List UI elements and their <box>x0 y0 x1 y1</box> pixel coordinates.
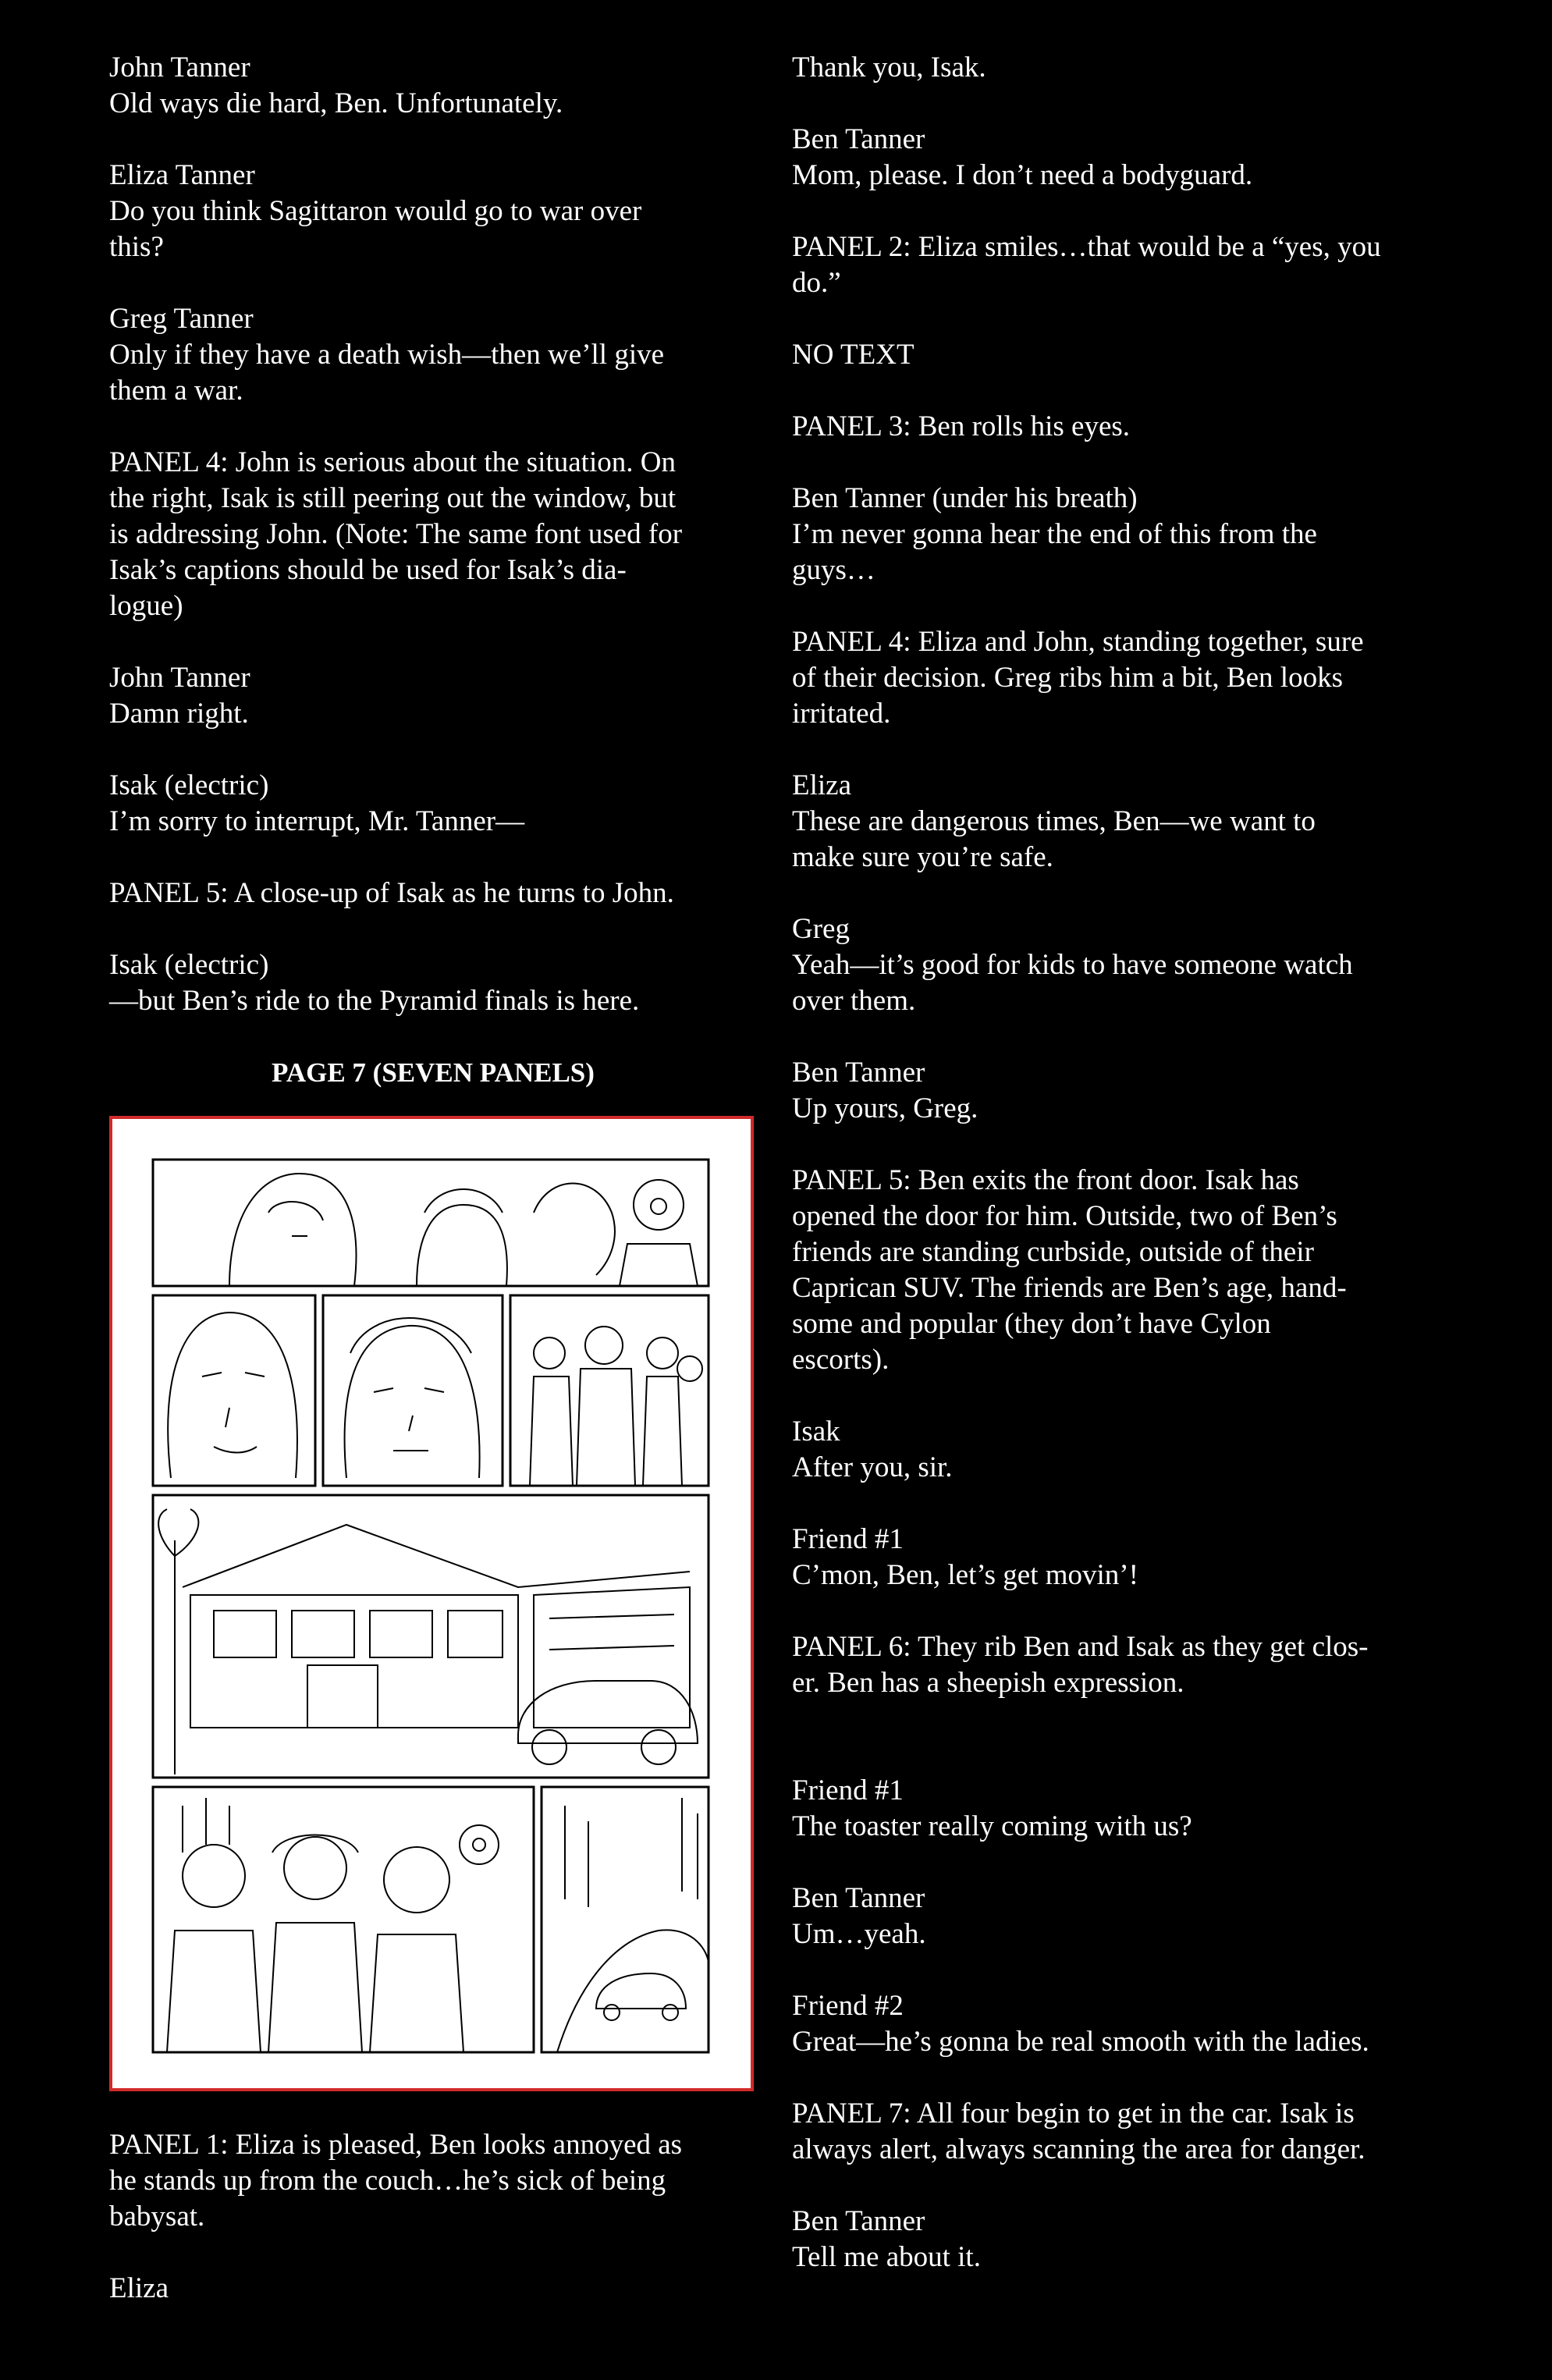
description-line: er. Ben has a sheepish expression. <box>792 1667 1184 1699</box>
panel-description <box>792 2096 1455 2168</box>
road-sketch <box>557 1930 709 2052</box>
dialogue-line: Only if they have a death wish—then we’ll give <box>109 339 665 371</box>
speaker-name: Eliza <box>109 2272 169 2304</box>
speaker-name: Friend #1 <box>792 1774 904 1806</box>
speaker-name: Isak <box>792 1416 840 1448</box>
script-block <box>109 50 757 122</box>
description-line: PANEL 5: Ben exits the front door. Isak has <box>792 1164 1299 1196</box>
description-line: PANEL 7: All four begin to get in the car. Isak is <box>792 2098 1355 2130</box>
dialogue-line: Old ways die hard, Ben. Unfortunately. <box>109 87 563 119</box>
description-line: PANEL 3: Ben rolls his eyes. <box>792 410 1131 442</box>
speaker-name: Isak (electric) <box>109 949 269 981</box>
house-roof-sketch <box>183 1525 690 1587</box>
description-line: opened the door for him. Outside, two of Ben’s <box>792 1200 1337 1232</box>
script-block <box>109 947 757 1019</box>
script-block <box>792 1414 1455 1486</box>
speaker-name: Isak (electric) <box>109 769 269 801</box>
dialogue-line: These are dangerous times, Ben—we want to <box>792 805 1316 837</box>
description-line: is addressing John. (Note: The same font used for <box>109 518 683 550</box>
script-block <box>792 1522 1455 1593</box>
left-column <box>109 50 757 2343</box>
panel-description <box>109 876 757 911</box>
speaker-name: Greg Tanner <box>109 303 254 335</box>
dialogue-line: —but Ben’s ride to the Pyramid finals is here. <box>109 985 640 1017</box>
description-line: PANEL 4: John is serious about the situation. On <box>109 446 676 478</box>
speaker-name: Ben Tanner <box>792 1882 925 1914</box>
figure-woman-sketch <box>229 1174 356 1286</box>
speaker-name: Friend #1 <box>792 1523 904 1555</box>
group-figure-sketch <box>534 1337 565 1369</box>
no-text-label: NO TEXT <box>792 339 915 371</box>
right-column <box>792 50 1455 2311</box>
description-line: PANEL 2: Eliza smiles…that would be a “yes, you <box>792 231 1381 263</box>
speaker-name: John Tanner <box>109 662 250 694</box>
dialogue-line: Mom, please. I don’t need a bodyguard. <box>792 159 1253 191</box>
panel-description <box>792 409 1455 445</box>
description-line: always alert, always scanning the area for danger. <box>792 2133 1366 2165</box>
boy-closeup-sketch <box>345 1326 480 1478</box>
robot-head-sketch <box>634 1180 684 1230</box>
dialogue-line: Up yours, Greg. <box>792 1092 978 1124</box>
script-block <box>792 1881 1455 1952</box>
dialogue-line: The toaster really coming with us? <box>792 1810 1192 1842</box>
panel-description <box>792 1163 1455 1378</box>
description-line: logue) <box>109 590 183 622</box>
panel-frame-7 <box>542 1787 709 2052</box>
description-line: of their decision. Greg ribs him a bit, Ben looks <box>792 662 1343 694</box>
panel-frame-5 <box>153 1495 709 1778</box>
figure-hooded-sketch <box>534 1184 615 1276</box>
dialogue-line: guys… <box>792 554 875 586</box>
panel-description <box>792 624 1455 732</box>
description-line: PANEL 5: A close-up of Isak as he turns to John. <box>109 877 674 909</box>
script-block <box>792 768 1455 876</box>
figure-boy-sketch <box>417 1205 507 1286</box>
panel-description <box>109 2127 757 2235</box>
speaker-name: Greg <box>792 913 850 945</box>
dialogue-line: Yeah—it’s good for kids to have someone watch <box>792 949 1353 981</box>
dialogue-line: this? <box>109 231 164 263</box>
dialogue-line: Damn right. <box>109 698 249 730</box>
script-block <box>792 1055 1455 1127</box>
speaker-name: Ben Tanner (under his breath) <box>792 482 1138 514</box>
description-line: some and popular (they don’t have Cylon <box>792 1308 1271 1340</box>
dialogue-line: After you, sir. <box>792 1451 953 1483</box>
dialogue-line: over them. <box>792 985 916 1017</box>
description-line: PANEL 4: Eliza and John, standing together, sure <box>792 626 1364 658</box>
description-line: he stands up from the couch…he’s sick of being <box>109 2165 666 2197</box>
description-line: do.” <box>792 267 841 299</box>
script-block <box>792 337 1455 373</box>
speaker-name: Ben Tanner <box>792 123 925 155</box>
script-block <box>109 301 757 409</box>
speaker-name: Ben Tanner <box>792 2205 925 2237</box>
distant-car-sketch <box>596 1973 686 2009</box>
speaker-name: Eliza <box>792 769 852 801</box>
script-block <box>109 768 757 840</box>
left-blocks-before-heading <box>109 50 757 1019</box>
script-block <box>792 122 1455 194</box>
speaker-name: John Tanner <box>109 52 250 83</box>
dialogue-line: make sure you’re safe. <box>792 841 1053 873</box>
boy-figure-sketch <box>183 1845 245 1907</box>
script-block <box>792 1773 1455 1845</box>
dialogue-line: Tell me about it. <box>792 2241 981 2273</box>
script-block <box>109 660 757 732</box>
description-line: Caprican SUV. The friends are Ben’s age, hand- <box>792 1272 1347 1304</box>
speaker-name: Eliza Tanner <box>109 159 255 191</box>
script-block <box>792 1988 1455 2060</box>
description-line: friends are standing curbside, outside of their <box>792 1236 1314 1268</box>
dialogue-line: I’m never gonna hear the end of this from the <box>792 518 1317 550</box>
script-block <box>792 481 1455 588</box>
dialogue-line: C’mon, Ben, let’s get movin’! <box>792 1559 1138 1591</box>
panel-frame-6 <box>153 1787 534 2052</box>
description-line: Isak’s captions should be used for Isak’s dia- <box>109 554 627 586</box>
script-block <box>792 2204 1455 2275</box>
comic-page-art <box>109 1116 754 2091</box>
dialogue-line: Thank you, Isak. <box>792 52 986 83</box>
description-line: irritated. <box>792 698 891 730</box>
description-line: babysat. <box>109 2201 205 2233</box>
left-blocks-after-art <box>109 2127 757 2307</box>
comic-page-illustration <box>112 1119 751 2088</box>
dialogue-line: Great—he’s gonna be real smooth with the ladies. <box>792 2026 1369 2058</box>
dialogue-line: Do you think Sagittaron would go to war over <box>109 195 642 227</box>
description-line: PANEL 6: They rib Ben and Isak as they get clos- <box>792 1631 1369 1663</box>
dialogue-line: I’m sorry to interrupt, Mr. Tanner— <box>109 805 525 837</box>
page-heading: PAGE 7 (SEVEN PANELS) <box>272 1057 595 1088</box>
panel-frame-3 <box>323 1295 503 1486</box>
script-block <box>109 158 757 265</box>
script-block <box>792 911 1455 1019</box>
description-line: PANEL 1: Eliza is pleased, Ben looks annoyed as <box>109 2129 683 2161</box>
description-line: the right, Isak is still peering out the window, but <box>109 482 677 514</box>
speaker-name: Ben Tanner <box>792 1057 925 1089</box>
script-block <box>792 50 1455 86</box>
panel-description <box>792 1629 1455 1701</box>
script-block <box>109 2271 757 2307</box>
dialogue-line: them a war. <box>109 375 243 407</box>
speaker-name: Friend #2 <box>792 1990 904 2022</box>
panel-frame-2 <box>153 1295 315 1486</box>
panel-description <box>109 445 757 624</box>
description-line: escorts). <box>792 1344 890 1376</box>
dialogue-line: Um…yeah. <box>792 1918 926 1950</box>
car-sketch <box>518 1681 698 1743</box>
panel-description <box>792 229 1455 301</box>
